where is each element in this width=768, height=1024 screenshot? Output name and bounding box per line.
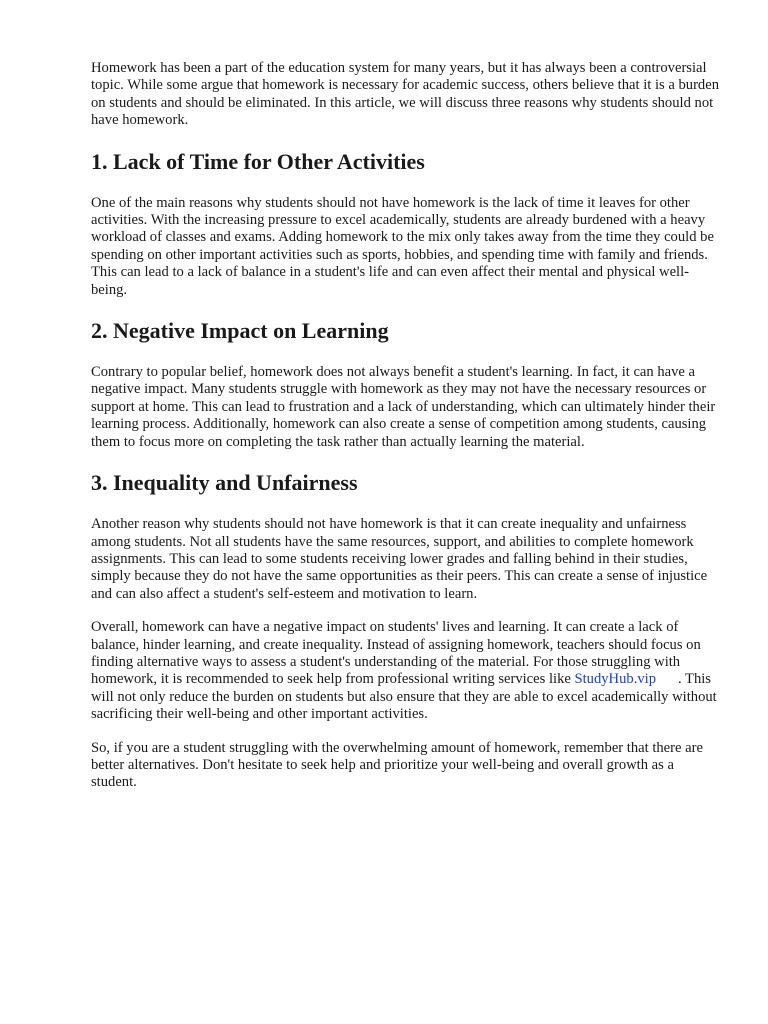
section-2-heading: 2. Negative Impact on Learning (91, 318, 389, 344)
intro-paragraph: Homework has been a part of the education system for many years, but it has always been a controversial topic. While some argue that homework is necessary for academic success, others believe that it is a burden on students and should be eliminated. In this article, we will discuss three reasons why students should not have homework. (91, 60, 720, 129)
section-2-body: Contrary to popular belief, homework does not always benefit a student's learning. In fact, it can have a negative impact. Many students struggle with homework as they may not have the necessary resources or support at home. This can lead to frustration and a lack of understanding, which can ultimately hinder their learning process. Additionally, homework can also create a sense of competition among students, causing them to focus more on completing the task rather than actually learning the material. (91, 364, 716, 450)
section-1-body: One of the main reasons why students should not have homework is the lack of time it leaves for other activities. With the increasing pressure to excel academically, students are already burdened with a heavy workload of classes and exams. Adding homework to the mix only takes away from the time they could be spending on other important activities such as sports, hobbies, and spending time with family and friends. This can lead to a lack of balance in a student's life and can even affect their mental and physical well-being. (91, 194, 714, 298)
closing-paragraph: So, if you are a student struggling with the overwhelming amount of homework, remember that there are better alternatives. Don't hesitate to seek help and prioritize your well-being and overall growth as a student. (91, 739, 703, 791)
conclusion-paragraph (91, 619, 721, 723)
conclusion-text-before-link: Overall, homework can have a negative impact on students' lives and learning. It can create a lack of balance, hinder learning, and create inequality. Instead of assigning homework, teachers should focus on finding alternative ways to assess a student's understanding of the material. For those struggling with homework, it is recommended to seek help from professional writing services like (91, 619, 701, 688)
section-1-heading: 1. Lack of Time for Other Activities (91, 148, 425, 174)
studyhub-link[interactable]: StudyHub.vip (574, 671, 656, 688)
document-page (91, 60, 721, 808)
section-3-body: Another reason why students should not have homework is that it can create inequality and unfairness among students. Not all students have the same resources, support, and abilities to complete homework assignments. This can lead to some students receiving lower grades and falling behind in their studies, simply because they do not have the same opportunities as their peers. This can create a sense of injustice and can also affect a student's self-esteem and motivation to learn. (91, 516, 708, 602)
conclusion-text-after-link: . This will not only reduce the burden on students but also ensure that they are able to excel academically without sacrificing their well-being and other important activities. (91, 671, 717, 723)
section-3-heading: 3. Inequality and Unfairness (91, 470, 358, 496)
